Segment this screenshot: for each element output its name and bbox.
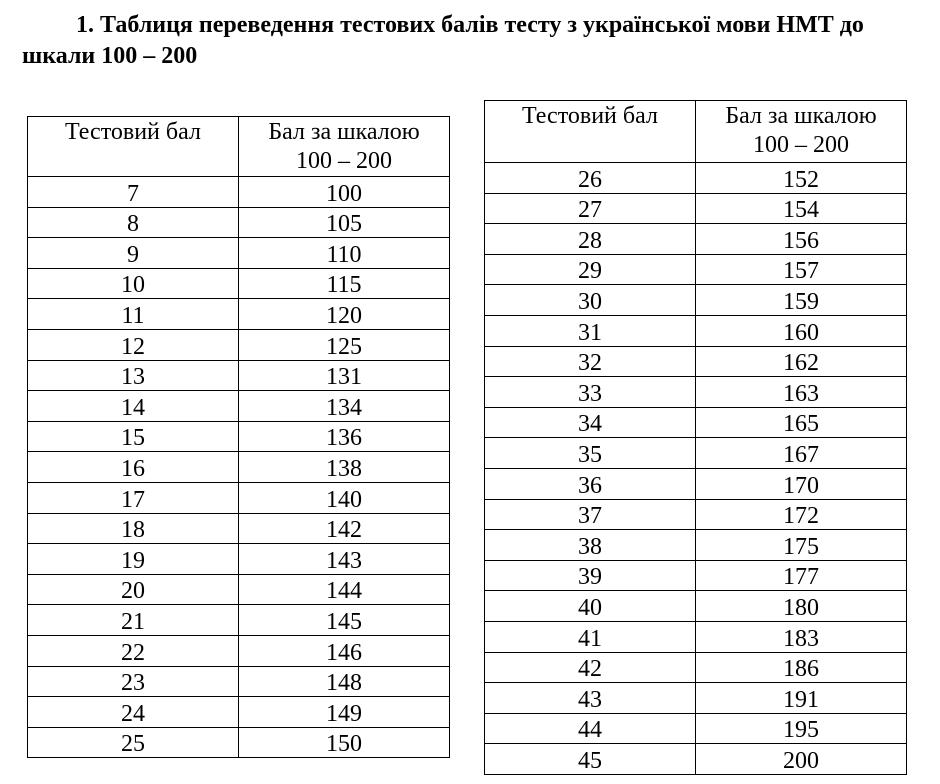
scale-score-cell: 177 [696, 560, 907, 591]
header-scale-score-line2: 100 – 200 [753, 132, 849, 158]
scale-score-cell: 115 [239, 268, 450, 299]
test-score-cell: 7 [28, 177, 239, 208]
scale-score-cell: 140 [239, 482, 450, 513]
test-score-cell: 37 [485, 499, 696, 530]
scale-score-cell: 120 [239, 299, 450, 330]
header-scale-score [696, 101, 907, 163]
table-row [28, 513, 450, 544]
test-score-cell: 44 [485, 713, 696, 744]
test-score-cell: 25 [28, 727, 239, 758]
test-score-cell: 23 [28, 666, 239, 697]
scale-score-cell: 170 [696, 468, 907, 499]
header-scale-score-line1: Бал за шкалою [268, 119, 420, 145]
scale-score-cell: 138 [239, 452, 450, 483]
score-table-left [27, 116, 450, 758]
test-score-cell: 13 [28, 360, 239, 391]
header-scale-score-line2: 100 – 200 [296, 148, 392, 174]
table-row [28, 727, 450, 758]
table-row [28, 329, 450, 360]
scale-score-cell: 186 [696, 652, 907, 683]
table-row [485, 193, 907, 224]
test-score-cell: 36 [485, 468, 696, 499]
scale-score-cell: 145 [239, 605, 450, 636]
table-header-row [28, 117, 450, 177]
table-row [485, 621, 907, 652]
test-score-cell: 9 [28, 238, 239, 269]
test-score-cell: 20 [28, 574, 239, 605]
page-title: 1. Таблиця переведення тестових балів тесту з української мови НМТ до шкали 100 – 200 [22, 12, 864, 69]
table-row [485, 744, 907, 775]
table-row [28, 697, 450, 728]
scale-score-cell: 110 [239, 238, 450, 269]
header-test-score: Тестовий бал [28, 117, 239, 177]
test-score-cell: 16 [28, 452, 239, 483]
table-row [485, 560, 907, 591]
test-score-cell: 29 [485, 254, 696, 285]
scale-score-cell: 156 [696, 224, 907, 255]
table-row [28, 666, 450, 697]
table-row [485, 499, 907, 530]
scale-score-cell: 200 [696, 744, 907, 775]
test-score-cell: 24 [28, 697, 239, 728]
test-score-cell: 18 [28, 513, 239, 544]
table-row [485, 224, 907, 255]
test-score-cell: 12 [28, 329, 239, 360]
test-score-cell: 35 [485, 438, 696, 469]
scale-score-cell: 131 [239, 360, 450, 391]
table-row [28, 268, 450, 299]
scale-score-cell: 160 [696, 315, 907, 346]
scale-score-cell: 142 [239, 513, 450, 544]
table-row [485, 407, 907, 438]
table-row [28, 635, 450, 666]
test-score-cell: 11 [28, 299, 239, 330]
table-row [485, 285, 907, 316]
scale-score-cell: 191 [696, 683, 907, 714]
table-row [485, 713, 907, 744]
table-row [485, 468, 907, 499]
scale-score-cell: 172 [696, 499, 907, 530]
test-score-cell: 42 [485, 652, 696, 683]
scale-score-cell: 165 [696, 407, 907, 438]
scale-score-cell: 125 [239, 329, 450, 360]
test-score-cell: 26 [485, 163, 696, 194]
table-body-left [28, 177, 450, 758]
table-row [28, 299, 450, 330]
test-score-cell: 33 [485, 377, 696, 408]
scale-score-cell: 150 [239, 727, 450, 758]
scale-score-cell: 180 [696, 591, 907, 622]
header-scale-score [239, 117, 450, 177]
table-row [485, 438, 907, 469]
table-row [485, 683, 907, 714]
table-row [28, 482, 450, 513]
test-score-cell: 22 [28, 635, 239, 666]
scale-score-cell: 134 [239, 391, 450, 422]
table-row [485, 315, 907, 346]
header-scale-score-line1: Бал за шкалою [725, 103, 877, 129]
scale-score-cell: 159 [696, 285, 907, 316]
scale-score-cell: 195 [696, 713, 907, 744]
scale-score-cell: 175 [696, 530, 907, 561]
table-header-row [485, 101, 907, 163]
test-score-cell: 31 [485, 315, 696, 346]
score-table-right [484, 100, 907, 775]
scale-score-cell: 136 [239, 421, 450, 452]
test-score-cell: 14 [28, 391, 239, 422]
scale-score-cell: 148 [239, 666, 450, 697]
table-row [485, 530, 907, 561]
test-score-cell: 40 [485, 591, 696, 622]
table-row [28, 360, 450, 391]
test-score-cell: 30 [485, 285, 696, 316]
scale-score-cell: 162 [696, 346, 907, 377]
scale-score-cell: 183 [696, 621, 907, 652]
test-score-cell: 17 [28, 482, 239, 513]
table-row [28, 177, 450, 208]
table-row [485, 254, 907, 285]
test-score-cell: 8 [28, 207, 239, 238]
table-row [28, 207, 450, 238]
table-row [485, 346, 907, 377]
scale-score-cell: 154 [696, 193, 907, 224]
table-row [28, 421, 450, 452]
test-score-cell: 27 [485, 193, 696, 224]
table-row [28, 605, 450, 636]
table-row [28, 452, 450, 483]
table-row [485, 377, 907, 408]
test-score-cell: 10 [28, 268, 239, 299]
test-score-cell: 19 [28, 544, 239, 575]
table-row [485, 652, 907, 683]
table-row [28, 544, 450, 575]
scale-score-cell: 100 [239, 177, 450, 208]
scale-score-cell: 105 [239, 207, 450, 238]
scale-score-cell: 149 [239, 697, 450, 728]
header-test-score: Тестовий бал [485, 101, 696, 163]
test-score-cell: 43 [485, 683, 696, 714]
table-row [485, 591, 907, 622]
test-score-cell: 34 [485, 407, 696, 438]
table-row [28, 574, 450, 605]
table-row [28, 238, 450, 269]
test-score-cell: 28 [485, 224, 696, 255]
test-score-cell: 39 [485, 560, 696, 591]
table-row [28, 391, 450, 422]
scale-score-cell: 167 [696, 438, 907, 469]
test-score-cell: 21 [28, 605, 239, 636]
scale-score-cell: 143 [239, 544, 450, 575]
table-row [485, 163, 907, 194]
scale-score-cell: 146 [239, 635, 450, 666]
test-score-cell: 32 [485, 346, 696, 377]
test-score-cell: 45 [485, 744, 696, 775]
scale-score-cell: 163 [696, 377, 907, 408]
test-score-cell: 15 [28, 421, 239, 452]
scale-score-cell: 152 [696, 163, 907, 194]
test-score-cell: 41 [485, 621, 696, 652]
scale-score-cell: 144 [239, 574, 450, 605]
scale-score-cell: 157 [696, 254, 907, 285]
test-score-cell: 38 [485, 530, 696, 561]
table-body-right [485, 163, 907, 775]
